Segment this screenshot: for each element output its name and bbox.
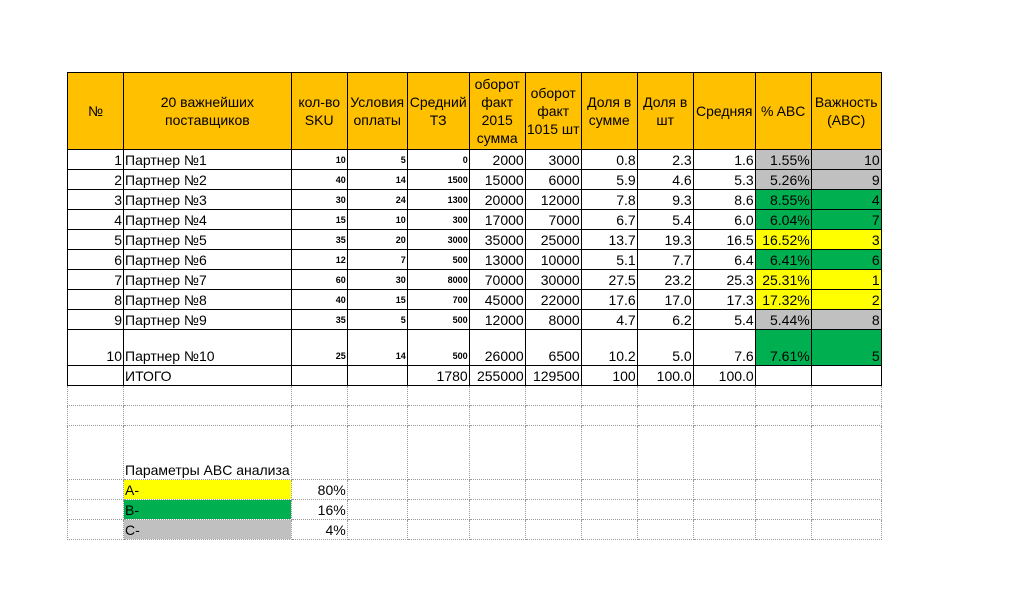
cell[interactable] (811, 366, 881, 386)
cell[interactable] (469, 426, 525, 480)
avg-tz-cell[interactable]: 700 (407, 290, 469, 310)
abc-percent-cell[interactable]: 5.26% (755, 170, 811, 190)
share-sum-cell[interactable]: 10.2 (581, 330, 637, 366)
cell[interactable] (291, 406, 347, 426)
payment-terms-cell[interactable]: 10 (347, 210, 407, 230)
abc-percent-cell[interactable]: 6.04% (755, 210, 811, 230)
table-row (68, 210, 882, 230)
avg-tz-cell[interactable]: 0 (407, 150, 469, 170)
turnover-qty-cell[interactable]: 6000 (525, 170, 581, 190)
average-cell[interactable]: 7.6 (693, 330, 755, 366)
turnover-sum-cell[interactable]: 2000 (469, 150, 525, 170)
cell[interactable] (124, 386, 292, 406)
param-a-value[interactable]: 80% (291, 480, 347, 500)
header-cell-turnover-sum[interactable]: оборот факт 2015 сумма (469, 73, 525, 150)
abc-percent-cell[interactable]: 5.44% (755, 310, 811, 330)
cell[interactable] (347, 426, 407, 480)
turnover-qty-cell[interactable]: 30000 (525, 270, 581, 290)
partner-name-cell[interactable]: Партнер №2 (124, 170, 292, 190)
abc-percent-cell[interactable]: 7.61% (755, 330, 811, 366)
abc-percent-cell[interactable]: 1.55% (755, 150, 811, 170)
cell[interactable] (525, 520, 581, 540)
partner-name-cell[interactable]: Партнер №1 (124, 150, 292, 170)
share-qty-cell[interactable]: 7.7 (637, 250, 693, 270)
payment-terms-cell[interactable]: 14 (347, 170, 407, 190)
cell[interactable] (347, 480, 407, 500)
average-cell[interactable]: 6.4 (693, 250, 755, 270)
turnover-qty-cell[interactable]: 22000 (525, 290, 581, 310)
share-qty-cell[interactable]: 19.3 (637, 230, 693, 250)
share-sum-cell[interactable]: 0.8 (581, 150, 637, 170)
partner-name-cell[interactable]: Партнер №4 (124, 210, 292, 230)
totals-average[interactable]: 100.0 (693, 366, 755, 386)
cell[interactable] (637, 480, 693, 500)
sku-count-cell[interactable]: 40 (291, 170, 347, 190)
payment-terms-cell[interactable]: 30 (347, 270, 407, 290)
turnover-sum-cell[interactable]: 26000 (469, 330, 525, 366)
row-number-cell[interactable]: 3 (68, 190, 124, 210)
cell[interactable] (811, 480, 881, 500)
header-cell-importance[interactable]: Важность (ABC) (811, 73, 881, 150)
cell[interactable] (755, 386, 811, 406)
totals-share-qty[interactable]: 100.0 (637, 366, 693, 386)
cell[interactable] (525, 500, 581, 520)
cell[interactable] (693, 406, 755, 426)
importance-rank-cell[interactable]: 3 (811, 230, 881, 250)
share-sum-cell[interactable]: 7.8 (581, 190, 637, 210)
row-number-cell[interactable]: 5 (68, 230, 124, 250)
header-cell-average[interactable]: Средняя (693, 73, 755, 150)
importance-rank-cell[interactable]: 1 (811, 270, 881, 290)
table-row (68, 250, 882, 270)
cell[interactable] (469, 520, 525, 540)
cell[interactable] (693, 426, 755, 480)
share-qty-cell[interactable]: 23.2 (637, 270, 693, 290)
share-qty-cell[interactable]: 4.6 (637, 170, 693, 190)
cell[interactable] (525, 426, 581, 480)
cell[interactable] (407, 500, 469, 520)
totals-label[interactable]: ИТОГО (124, 366, 292, 386)
sku-count-cell[interactable]: 12 (291, 250, 347, 270)
average-cell[interactable]: 5.3 (693, 170, 755, 190)
param-a-label[interactable]: A- (124, 480, 292, 500)
share-sum-cell[interactable]: 6.7 (581, 210, 637, 230)
share-sum-cell[interactable]: 5.9 (581, 170, 637, 190)
share-qty-cell[interactable]: 17.0 (637, 290, 693, 310)
sku-count-cell[interactable]: 40 (291, 290, 347, 310)
table-row (68, 310, 882, 330)
abc-analysis-table (67, 72, 882, 540)
cell[interactable] (811, 500, 881, 520)
sku-count-cell[interactable]: 25 (291, 330, 347, 366)
cell[interactable] (347, 406, 407, 426)
cell[interactable] (755, 426, 811, 480)
importance-rank-cell[interactable]: 10 (811, 150, 881, 170)
importance-rank-cell[interactable]: 8 (811, 310, 881, 330)
share-sum-cell[interactable]: 17.6 (581, 290, 637, 310)
table-row (68, 270, 882, 290)
cell[interactable] (469, 386, 525, 406)
avg-tz-cell[interactable]: 500 (407, 330, 469, 366)
cell[interactable] (68, 520, 124, 540)
cell[interactable] (68, 406, 124, 426)
totals-qty[interactable]: 129500 (525, 366, 581, 386)
turnover-sum-cell[interactable]: 12000 (469, 310, 525, 330)
importance-rank-cell[interactable]: 2 (811, 290, 881, 310)
abc-percent-cell[interactable]: 25.31% (755, 270, 811, 290)
header-cell-avg-tz[interactable]: Средний ТЗ (407, 73, 469, 150)
average-cell[interactable]: 16.5 (693, 230, 755, 250)
cell[interactable] (68, 426, 124, 480)
table-row (68, 170, 882, 190)
cell[interactable] (693, 386, 755, 406)
partner-name-cell[interactable]: Партнер №10 (124, 330, 292, 366)
totals-tz[interactable]: 1780 (407, 366, 469, 386)
cell[interactable] (637, 500, 693, 520)
cell[interactable] (469, 480, 525, 500)
sku-count-cell[interactable]: 30 (291, 190, 347, 210)
cell[interactable] (407, 426, 469, 480)
payment-terms-cell[interactable]: 5 (347, 150, 407, 170)
sku-count-cell[interactable]: 60 (291, 270, 347, 290)
param-row-b (68, 500, 882, 520)
empty-row (68, 386, 882, 406)
cell[interactable] (811, 386, 881, 406)
importance-rank-cell[interactable]: 5 (811, 330, 881, 366)
cell[interactable] (407, 520, 469, 540)
turnover-qty-cell[interactable]: 8000 (525, 310, 581, 330)
totals-sum[interactable]: 255000 (469, 366, 525, 386)
row-number-cell[interactable]: 7 (68, 270, 124, 290)
payment-terms-cell[interactable]: 20 (347, 230, 407, 250)
share-qty-cell[interactable]: 6.2 (637, 310, 693, 330)
cell[interactable] (68, 500, 124, 520)
cell[interactable] (347, 366, 407, 386)
partner-name-cell[interactable]: Партнер №7 (124, 270, 292, 290)
header-cell-share-qty[interactable]: Доля в шт (637, 73, 693, 150)
avg-tz-cell[interactable]: 500 (407, 310, 469, 330)
header-row (68, 73, 882, 150)
cell[interactable] (755, 480, 811, 500)
share-sum-cell[interactable]: 5.1 (581, 250, 637, 270)
payment-terms-cell[interactable]: 7 (347, 250, 407, 270)
payment-terms-cell[interactable]: 15 (347, 290, 407, 310)
share-qty-cell[interactable]: 5.0 (637, 330, 693, 366)
abc-percent-cell[interactable]: 17.32% (755, 290, 811, 310)
turnover-qty-cell[interactable]: 3000 (525, 150, 581, 170)
cell[interactable] (637, 386, 693, 406)
avg-tz-cell[interactable]: 300 (407, 210, 469, 230)
cell[interactable] (693, 500, 755, 520)
sku-count-cell[interactable]: 10 (291, 150, 347, 170)
turnover-qty-cell[interactable]: 25000 (525, 230, 581, 250)
cell[interactable] (581, 406, 637, 426)
cell[interactable] (693, 520, 755, 540)
cell[interactable] (755, 500, 811, 520)
share-sum-cell[interactable]: 4.7 (581, 310, 637, 330)
partner-name-cell[interactable]: Партнер №3 (124, 190, 292, 210)
table-row (68, 150, 882, 170)
average-cell[interactable]: 5.4 (693, 310, 755, 330)
cell[interactable] (407, 386, 469, 406)
cell[interactable] (755, 406, 811, 426)
turnover-sum-cell[interactable]: 15000 (469, 170, 525, 190)
cell[interactable] (581, 500, 637, 520)
params-title-row (68, 426, 882, 480)
cell[interactable] (581, 480, 637, 500)
share-qty-cell[interactable]: 2.3 (637, 150, 693, 170)
header-cell-number[interactable]: № (68, 73, 124, 150)
turnover-sum-cell[interactable]: 13000 (469, 250, 525, 270)
header-cell-share-sum[interactable]: Доля в сумме (581, 73, 637, 150)
avg-tz-cell[interactable]: 8000 (407, 270, 469, 290)
avg-tz-cell[interactable]: 1500 (407, 170, 469, 190)
cell[interactable] (693, 480, 755, 500)
cell[interactable] (755, 520, 811, 540)
importance-rank-cell[interactable]: 7 (811, 210, 881, 230)
param-b-value[interactable]: 16% (291, 500, 347, 520)
cell[interactable] (755, 366, 811, 386)
partner-name-cell[interactable]: Партнер №5 (124, 230, 292, 250)
avg-tz-cell[interactable]: 3000 (407, 230, 469, 250)
table-row (68, 230, 882, 250)
turnover-qty-cell[interactable]: 12000 (525, 190, 581, 210)
row-number-cell[interactable]: 2 (68, 170, 124, 190)
turnover-sum-cell[interactable]: 45000 (469, 290, 525, 310)
cell[interactable] (525, 480, 581, 500)
share-sum-cell[interactable]: 27.5 (581, 270, 637, 290)
cell[interactable] (581, 386, 637, 406)
partner-name-cell[interactable]: Партнер №6 (124, 250, 292, 270)
row-number-cell[interactable]: 6 (68, 250, 124, 270)
cell[interactable] (525, 406, 581, 426)
sku-count-cell[interactable]: 35 (291, 310, 347, 330)
cell[interactable] (637, 426, 693, 480)
cell[interactable] (637, 406, 693, 426)
payment-terms-cell[interactable]: 24 (347, 190, 407, 210)
totals-share-sum[interactable]: 100 (581, 366, 637, 386)
params-title[interactable]: Параметры ABC анализа (124, 426, 292, 480)
share-sum-cell[interactable]: 13.7 (581, 230, 637, 250)
turnover-sum-cell[interactable]: 70000 (469, 270, 525, 290)
cell[interactable] (291, 366, 347, 386)
avg-tz-cell[interactable]: 1300 (407, 190, 469, 210)
row-number-cell[interactable]: 4 (68, 210, 124, 230)
table-row (68, 190, 882, 210)
average-cell[interactable]: 8.6 (693, 190, 755, 210)
param-b-label[interactable]: B- (124, 500, 292, 520)
partner-name-cell[interactable]: Партнер №8 (124, 290, 292, 310)
partner-name-cell[interactable]: Партнер №9 (124, 310, 292, 330)
importance-rank-cell[interactable]: 4 (811, 190, 881, 210)
header-cell-sku[interactable]: кол-во SKU (291, 73, 347, 150)
cell[interactable] (581, 520, 637, 540)
abc-percent-cell[interactable]: 16.52% (755, 230, 811, 250)
totals-row (68, 366, 882, 386)
cell[interactable] (811, 406, 881, 426)
sku-count-cell[interactable]: 15 (291, 210, 347, 230)
cell[interactable] (469, 500, 525, 520)
turnover-sum-cell[interactable]: 17000 (469, 210, 525, 230)
cell[interactable] (68, 366, 124, 386)
row-number-cell[interactable]: 1 (68, 150, 124, 170)
turnover-sum-cell[interactable]: 20000 (469, 190, 525, 210)
cell[interactable] (407, 480, 469, 500)
share-qty-cell[interactable]: 9.3 (637, 190, 693, 210)
row-number-cell[interactable]: 8 (68, 290, 124, 310)
header-cell-turnover-qty[interactable]: оборот факт 1015 шт (525, 73, 581, 150)
header-cell-suppliers[interactable]: 20 важнейших поставщиков (124, 73, 292, 150)
param-c-value[interactable]: 4% (291, 520, 347, 540)
importance-rank-cell[interactable]: 6 (811, 250, 881, 270)
abc-percent-cell[interactable]: 6.41% (755, 250, 811, 270)
average-cell[interactable]: 1.6 (693, 150, 755, 170)
payment-terms-cell[interactable]: 5 (347, 310, 407, 330)
average-cell[interactable]: 6.0 (693, 210, 755, 230)
turnover-sum-cell[interactable]: 35000 (469, 230, 525, 250)
share-qty-cell[interactable]: 5.4 (637, 210, 693, 230)
header-cell-abc-percent[interactable]: % ABC (755, 73, 811, 150)
cell[interactable] (637, 520, 693, 540)
param-c-label[interactable]: C- (124, 520, 292, 540)
row-number-cell[interactable]: 9 (68, 310, 124, 330)
cell[interactable] (68, 480, 124, 500)
turnover-qty-cell[interactable]: 10000 (525, 250, 581, 270)
param-row-c (68, 520, 882, 540)
table-row (68, 290, 882, 310)
cell[interactable] (525, 386, 581, 406)
sku-count-cell[interactable]: 35 (291, 230, 347, 250)
payment-terms-cell[interactable]: 14 (347, 330, 407, 366)
cell[interactable] (291, 426, 347, 480)
cell[interactable] (347, 520, 407, 540)
cell[interactable] (124, 406, 292, 426)
cell[interactable] (291, 386, 347, 406)
param-row-a (68, 480, 882, 500)
cell[interactable] (581, 426, 637, 480)
header-cell-payment-terms[interactable]: Условия оплаты (347, 73, 407, 150)
turnover-qty-cell[interactable]: 7000 (525, 210, 581, 230)
cell[interactable] (347, 500, 407, 520)
abc-percent-cell[interactable]: 8.55% (755, 190, 811, 210)
empty-row (68, 406, 882, 426)
cell[interactable] (407, 406, 469, 426)
cell[interactable] (68, 386, 124, 406)
importance-rank-cell[interactable]: 9 (811, 170, 881, 190)
cell[interactable] (811, 426, 881, 480)
cell[interactable] (469, 406, 525, 426)
table-row (68, 330, 882, 366)
row-number-cell[interactable]: 10 (68, 330, 124, 366)
turnover-qty-cell[interactable]: 6500 (525, 330, 581, 366)
average-cell[interactable]: 25.3 (693, 270, 755, 290)
average-cell[interactable]: 17.3 (693, 290, 755, 310)
cell[interactable] (811, 520, 881, 540)
avg-tz-cell[interactable]: 500 (407, 250, 469, 270)
cell[interactable] (347, 386, 407, 406)
